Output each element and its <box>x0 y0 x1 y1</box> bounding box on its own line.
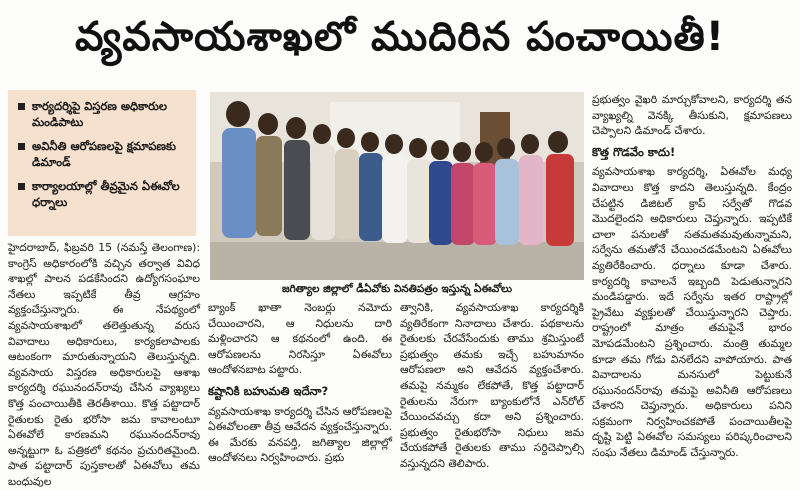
subheading: కొత్త గొడవేం కాదు! <box>592 144 676 159</box>
article-column-1 <box>8 240 200 488</box>
article-column-3 <box>400 300 584 470</box>
photo-caption: జగిత్యాల జిల్లాలో డీఏవోకు వినతిపత్రం ఇస్తున్న ఏఈవోలు <box>210 280 584 300</box>
bullet-square-icon <box>18 143 25 150</box>
article-paragraph: హైదరాబాద్, ఫిబ్రవరి 15 (నమస్తే తెలంగాణ): కాంగ్రెస్ అధికారంలోకి వచ్చిన తర్వాత వివిధ శాఖల్లో పాలన పడకేసిందని ఉద్యోగసంఘాల నేతలు ఇప్పటికే తీవ్ర ఆగ్రహం వ్యక్తంచేస్తున్నారు. ఈ నేపథ్యంలో వ్యవసాయశాఖలో తలెత్తుతున్న వరుస వివాదాలు అధికారులు, కార్యకలాపాలకు ఆటంకంగా మారుతున్నాయని తెలుస్తున్నది. వ్యవసాయ విస్తరణ అధికారులపై ఆశాఖ కార్యదర్శి రఘునందన్‌రావు చేసిన వ్యాఖ్యలు కొత్త పంచాయితీకి తెరతీశాయి. కొత్త పట్టాదార్ రైతులకు రైతు భరోసా జమ కావాలంటూ ఏఈవోలే కారణమని రఘునందన్‌రావు అన్నట్టుగా ఓ పత్రికలో కథనం ప్రచురితమైంది. పాత పట్టాదార్ పుస్తకాలతో ఏఈవోలు తమ బంధువుల <box>8 241 200 488</box>
highlights-box <box>8 90 196 236</box>
article-column-4 <box>592 92 792 470</box>
article-paragraph: బ్యాంక్ ఖాతా నెంబర్లు నమోదు చేయించారని, ఆ నిధులను దారి మళ్లించారని ఆ కథనంలో ఉంది. ఈ ఆరోపణలను నిరసిస్తూ ఏఈవోలు ఆందోళనబాట పట్టారు. <box>208 301 392 377</box>
highlight-text: అవినీతి ఆరోపణలపై క్షమాపణకు డిమాండ్ <box>32 139 177 169</box>
article-paragraph: త్వానికి, వ్యవసాయశాఖ కార్యదర్శికి వ్యతిరేకంగా నినాదాలు చేశారు. పథకాలను రైతులకు చేరవేసేందుకు తాము శ్రమిస్తుంటే ప్రభుత్వం తమకు ఇచ్చే బహుమానం ఆరోపణలా అని ఆవేదన వ్యక్తంచేశారు. తమపై నమ్మకం లేకపోతే, కొత్త పట్టాదార్ రైతులను నేరుగా బ్యాంకులోనే ఎన్‌రోల్ చేయించవచ్చు కదా అని ప్రశ్నించారు. ప్రభుత్వం రైతుభరోసా నిధులు జమ చేయకపోతే రైతులకు తాము సర్దిచెప్పాల్సి వస్తున్నదని తెలిపారు. <box>400 301 584 470</box>
subheading: కష్టానికి బహుమతి ఇదేనా? <box>208 383 329 398</box>
bullet-square-icon <box>18 183 25 190</box>
highlight-text: కార్యాలయాల్లో తీవ్రమైన ఏఈవోల ధర్నాలు <box>32 179 180 209</box>
article-paragraph: వ్యవసాయశాఖ కార్యదర్శి చేసిన ఆరోపణలపై ఏఈవోలంతా తీవ్ర ఆవేదన వ్యక్తంచేస్తున్నారు. ఈ మేరకు వనపర్తి, జగిత్యాల జిల్లాల్లో ఆందోళనలు నిర్వహించారు. ప్రభు <box>208 404 392 465</box>
group-photo-illustration <box>210 92 584 280</box>
highlight-item <box>18 138 188 170</box>
article-column-2 <box>208 300 392 470</box>
news-photo <box>210 92 584 280</box>
headline: వ్యవసాయశాఖలో ముదిరిన పంచాయితీ! <box>75 14 725 60</box>
article-paragraph: ప్రభుత్వం వైఖరి మార్చుకోవాలని, కార్యదర్శి తన వ్యాఖ్యల్ని వెనక్కి తీసుకుని, క్షమాపణలు చెప్పాలని డిమాండ్ చేశారు. <box>592 93 792 138</box>
highlight-item <box>18 178 188 210</box>
bullet-square-icon <box>18 103 25 110</box>
highlight-item <box>18 98 188 130</box>
highlight-text: కార్యదర్శిపై విస్తరణ అధికారుల మండిపాటు <box>32 99 168 129</box>
article-paragraph: వ్యవసాయశాఖ కార్యదర్శి, ఏఈవోల మధ్య వివాదాలు కొత్త కాదని తెలుస్తున్నది. కేంద్రం చేపట్టిన డిజిటల్ క్రాప్ సర్వేతో గొడవ మొదలైందని అధికారులు చెప్తున్నారు. ఇప్పటికే చాలా పనులతో సతమతమవుతున్నామని, సర్వేను తమతోనే చేయించడమేంటని ఏఈవోలు వ్యతిరేకించారు. ధర్నాలు కూడా చేశారు. కార్యదర్శి కావాలనే ఇబ్బంది పెడుతున్నారని మండిపడ్డారు. ఇదే సర్వేను ఇతర రాష్ట్రాల్లో ప్రైవేటు వ్యక్తులతో చేయిస్తున్నారని చెప్తారు. రాష్ట్రంలో మాత్రం తమపైనే భారం మోపడమేంటని ప్రశ్నించారు. మంత్రి తుమ్మల కూడా తమ గోడు వినలేదని వాపోయారు. పాత వివాదాలను మనసులో పెట్టుకునే రఘునందన్‌రావు తమపై అవినీతి ఆరోపణలు చేశారని చెప్తున్నారు. అధికారులు పనిని సక్రమంగా నిర్వహించకపోతే పంచాయితీలపై దృష్టి పెట్టి ఏఈవోల సమస్యలు పరిష్కరించాలని సంఘ నేతలు డిమాండ్ చేస్తున్నారు. <box>592 165 792 460</box>
